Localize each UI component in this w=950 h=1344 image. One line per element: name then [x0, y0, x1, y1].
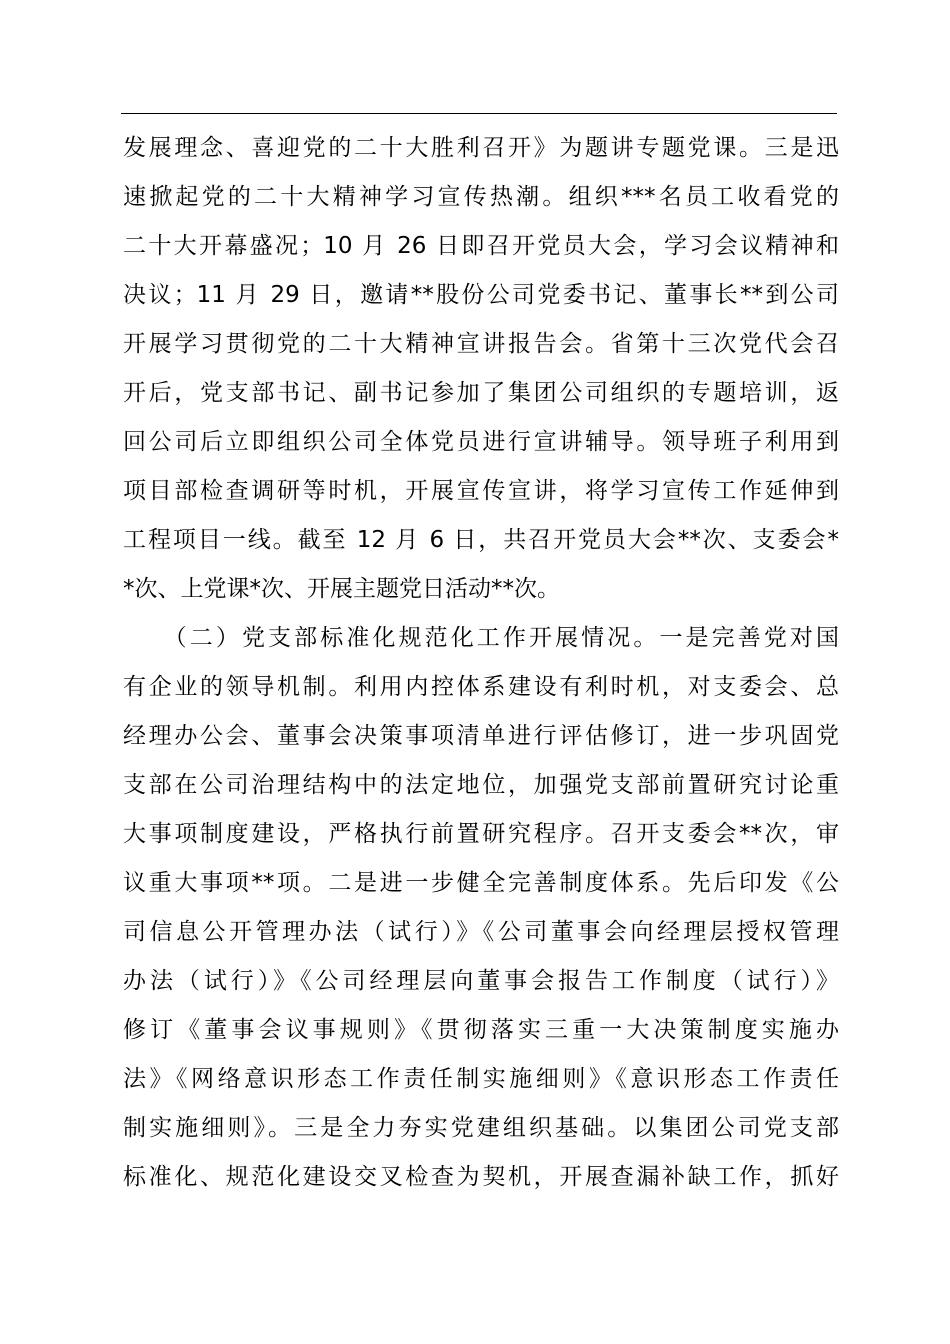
text-line: 开展学习贯彻党的二十大精神宣讲报告会。省第十三次党代会召: [123, 331, 839, 357]
text-line: 制实施细则》。三是全力夯实党建组织基础。以集团公司党支部: [123, 1115, 839, 1141]
text-line: 修订《董事会议事规则》《贯彻落实三重一大决策制度实施办: [123, 1017, 839, 1043]
text-line: 工程项目一线。截至 12 月 6 日，共召开党员大会**次、支委会*: [123, 527, 839, 553]
text-line: 司信息公开管理办法（试行）》《公司董事会向经理层授权管理: [123, 919, 839, 945]
text-line: 议重大事项**项。二是进一步健全完善制度体系。先后印发《公: [123, 870, 839, 896]
text-line: 有企业的领导机制。利用内控体系建设有利时机，对支委会、总: [123, 674, 839, 700]
document-body: [123, 124, 839, 1202]
text-line: 支部在公司治理结构中的法定地位，加强党支部前置研究讨论重: [123, 772, 839, 798]
text-line: （二）党支部标准化规范化工作开展情况。一是完善党对国: [123, 625, 839, 651]
text-line: 二十大开幕盛况；10 月 26 日即召开党员大会，学习会议精神和: [123, 233, 839, 259]
text-line: 办法（试行）》《公司经理层向董事会报告工作制度（试行）》: [123, 968, 839, 994]
text-line: *次、上党课*次、开展主题党日活动**次。: [123, 576, 560, 602]
text-line: 项目部检查调研等时机，开展宣传宣讲，将学习宣传工作延伸到: [123, 478, 839, 504]
text-line: 开后，党支部书记、副书记参加了集团公司组织的专题培训，返: [123, 380, 839, 406]
text-line: 法》《网络意识形态工作责任制实施细则》《意识形态工作责任: [123, 1066, 839, 1092]
text-line: 速掀起党的二十大精神学习宣传热潮。组织***名员工收看党的: [123, 184, 839, 210]
text-line: 决议；11 月 29 日，邀请**股份公司党委书记、董事长**到公司: [123, 282, 839, 308]
text-line: 经理办公会、董事会决策事项清单进行评估修订，进一步巩固党: [123, 723, 839, 749]
text-line: 发展理念、喜迎党的二十大胜利召开》为题讲专题党课。三是迅: [123, 135, 839, 161]
text-line: 回公司后立即组织公司全体党员进行宣讲辅导。领导班子利用到: [123, 429, 839, 455]
header-rule: [121, 113, 837, 114]
text-line: 标准化、规范化建设交叉检查为契机，开展查漏补缺工作，抓好: [123, 1164, 839, 1190]
text-line: 大事项制度建设，严格执行前置研究程序。召开支委会**次，审: [123, 821, 839, 847]
